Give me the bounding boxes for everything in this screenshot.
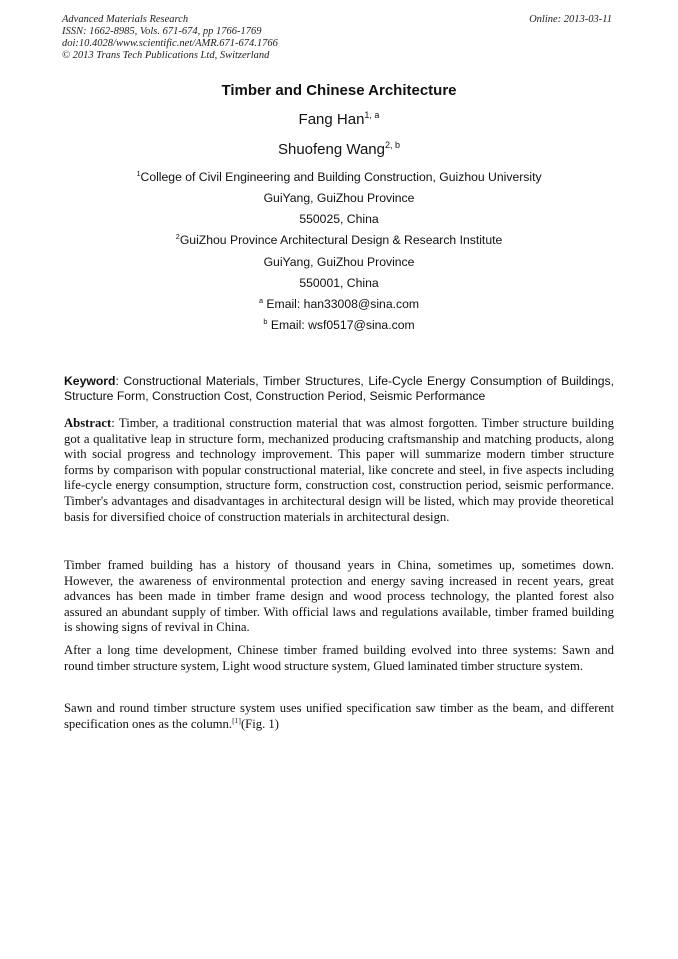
affiliation-2-zip: 550001, China	[299, 276, 379, 290]
affiliation-1-zip: 550025, China	[299, 212, 379, 226]
paragraph-1: Timber framed building has a history of thousand years in China, sometimes up, sometimes down. However, the awareness of environmental protection and energy saving increased in recent years, great advances has been made in timber frame design and wood process technology, the planted forest also assured an abundant supply of timber. With official laws and regulations available, timber framed building is showing signs of revival in China.	[64, 558, 614, 635]
affiliation-1-sup: 1	[136, 168, 141, 178]
email-a	[0, 297, 678, 311]
journal-header	[62, 14, 278, 62]
author-1-name: Fang Han	[298, 111, 365, 128]
email-b	[0, 318, 678, 332]
paragraph-2: After a long time development, Chinese timber framed building evolved into three systems: Sawn and round timber structure system, Light wood structure system, Glued laminated timber structure system.	[64, 643, 614, 673]
keywords-text: : Constructional Materials, Timber Structures, Life-Cycle Energy Consumption of Buildings, Structure Form, Construction Cost, Construction Period, Seismic Performance	[64, 374, 614, 403]
paragraph-3	[64, 701, 614, 732]
email-b-text: Email: wsf0517@sina.com	[267, 318, 415, 332]
paragraph-3-text: Sawn and round timber structure system uses unified specification saw timber as the beam, and different specification ones as the column.	[64, 701, 614, 731]
affiliation-2-city: GuiYang, GuiZhou Province	[263, 255, 415, 269]
author-1-sup: 1, a	[364, 110, 380, 120]
affiliation-2	[0, 233, 678, 247]
keywords	[64, 374, 614, 404]
author-2-sup: 2, b	[385, 140, 401, 150]
author-1	[0, 111, 678, 128]
affiliation-2-sup: 2	[175, 231, 180, 241]
issn-line: ISSN: 1662-8985, Vols. 671-674, pp 1766-1769	[62, 26, 262, 37]
keywords-label: Keyword	[64, 374, 116, 388]
abstract-label: Abstract	[64, 416, 112, 430]
doi-line: doi:10.4028/www.scientific.net/AMR.671-674.1766	[62, 38, 278, 49]
email-b-sup: b	[263, 316, 268, 326]
author-2-name: Shuofeng Wang	[277, 141, 385, 158]
figure-ref: (Fig. 1)	[240, 716, 279, 731]
affiliation-1	[0, 170, 678, 184]
copyright-line: © 2013 Trans Tech Publications Ltd, Switzerland	[62, 50, 270, 61]
abstract-text: : Timber, a traditional construction material that was almost forgotten. Timber structure building got a qualitative leap in structure form, mechanized producing craftsmanship and matching products, along with social progress and technology improvement. This paper will summarize modern timber structure forms by comparison with popular constructional material, like concrete and steel, in five aspects including life-cycle energy consumption, structure form, construction cost, construction period, seismic performance. Timber's advantages and disadvantages in architectural design will be listed, which may provide theoretical basis for diversified choice of construction materials in architectural design.	[64, 416, 614, 524]
citation-ref[interactable]: [1]	[232, 715, 241, 725]
affiliation-1-text: College of Civil Engineering and Building Construction, Guizhou University	[140, 170, 542, 184]
abstract	[64, 416, 614, 525]
affiliation-1-city: GuiYang, GuiZhou Province	[263, 191, 415, 205]
affiliation-2-text: GuiZhou Province Architectural Design & Research Institute	[179, 233, 503, 247]
email-a-sup: a	[258, 295, 264, 305]
online-date: Online: 2013-03-11	[529, 14, 612, 25]
email-a-text: Email: han33008@sina.com	[263, 297, 420, 311]
paper-title: Timber and Chinese Architecture	[221, 82, 457, 99]
journal-name: Advanced Materials Research	[62, 14, 189, 25]
author-2	[0, 141, 678, 158]
